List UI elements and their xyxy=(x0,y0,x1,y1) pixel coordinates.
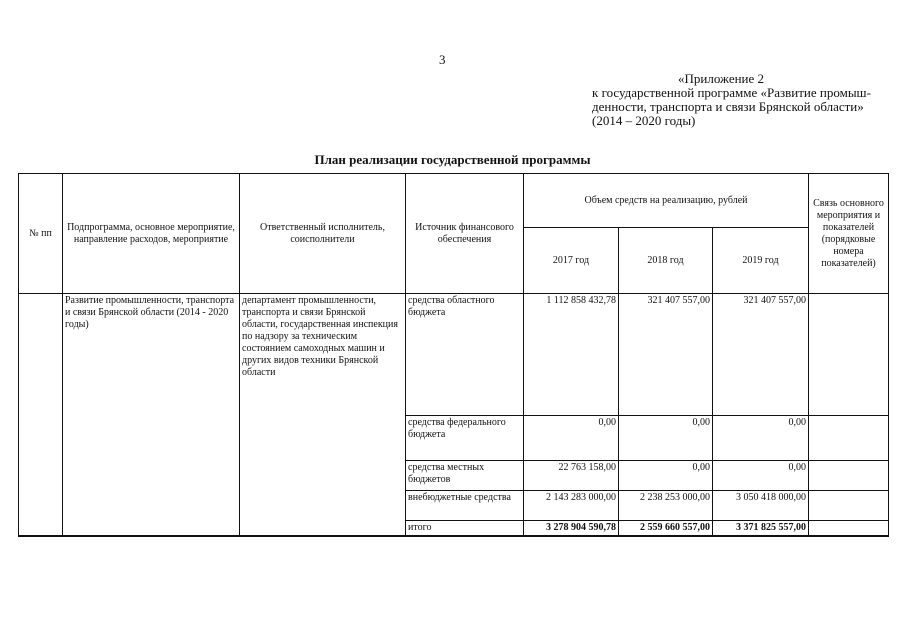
header-year-2019: 2019 год xyxy=(713,228,809,294)
source-link xyxy=(809,416,889,461)
source-value-2019: 0,00 xyxy=(713,461,809,491)
source-value-2018: 0,00 xyxy=(619,416,713,461)
source-link xyxy=(809,294,889,416)
header-executor: Ответственный исполнитель, соисполнители xyxy=(240,174,406,294)
annex-line-1: «Приложение 2 xyxy=(678,71,765,86)
header-year-2017: 2017 год xyxy=(524,228,619,294)
annex-block xyxy=(592,72,892,128)
header-year-2018: 2018 год xyxy=(619,228,713,294)
source-name: средства федерального бюджета xyxy=(406,416,524,461)
source-name: итого xyxy=(406,521,524,537)
annex-line-3: денности, транспорта и связи Брянской области» xyxy=(592,99,864,114)
header-num: № пп xyxy=(19,174,63,294)
source-value-2017: 1 112 858 432,78 xyxy=(524,294,619,416)
header-volume: Объем средств на реализацию, рублей xyxy=(524,174,809,228)
plan-title-text: План реализации государственной программы xyxy=(314,152,591,167)
plan-table xyxy=(18,173,889,537)
page-number: 3 xyxy=(439,52,446,67)
source-value-2018: 0,00 xyxy=(619,461,713,491)
row-program: Развитие промышленности, транспорта и связи Брянской области (2014 - 2020 годы) xyxy=(63,294,240,537)
header-row-1 xyxy=(19,174,889,228)
source-value-2019: 3 050 418 000,00 xyxy=(713,491,809,521)
annex-line-4: (2014 – 2020 годы) xyxy=(592,113,696,128)
source-link xyxy=(809,461,889,491)
source-name: средства областного бюджета xyxy=(406,294,524,416)
source-value-2017: 22 763 158,00 xyxy=(524,461,619,491)
source-value-2017: 2 143 283 000,00 xyxy=(524,491,619,521)
row-executor: департамент промышленности, транспорта и связи Брянской области, государственная инспекция по надзору за техническим состоянием самоходных машин и других видов техники Брянской области xyxy=(240,294,406,537)
source-value-2017: 3 278 904 590,78 xyxy=(524,521,619,537)
source-value-2018: 2 238 253 000,00 xyxy=(619,491,713,521)
source-value-2017: 0,00 xyxy=(524,416,619,461)
header-link: Связь основного мероприятия и показателей (порядковые номера показателей) xyxy=(809,174,889,294)
header-source: Источник финансового обеспечения xyxy=(406,174,524,294)
source-value-2019: 3 371 825 557,00 xyxy=(713,521,809,537)
table-row xyxy=(19,294,889,416)
source-link xyxy=(809,521,889,537)
source-value-2018: 2 559 660 557,00 xyxy=(619,521,713,537)
source-value-2018: 321 407 557,00 xyxy=(619,294,713,416)
annex-line-2: к государственной программе «Развитие промыш- xyxy=(592,85,871,100)
header-program: Подпрограмма, основное мероприятие, направление расходов, мероприятие xyxy=(63,174,240,294)
row-num xyxy=(19,294,63,537)
source-value-2019: 321 407 557,00 xyxy=(713,294,809,416)
source-link xyxy=(809,491,889,521)
source-value-2019: 0,00 xyxy=(713,416,809,461)
source-name: внебюджетные средства xyxy=(406,491,524,521)
plan-title xyxy=(0,152,905,168)
source-name: средства местных бюджетов xyxy=(406,461,524,491)
